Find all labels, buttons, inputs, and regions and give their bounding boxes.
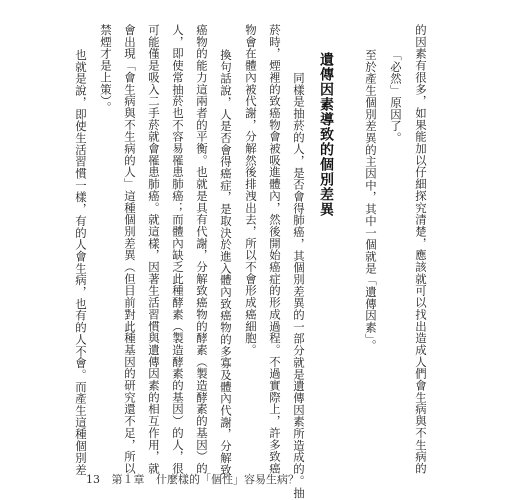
body-line-6: 物會在體內被代謝，分解然後排洩出去，所以不會形成癌細胞。 [244, 24, 258, 356]
body-line-4: 同樣是抽菸的人，是否會得肺癌，其個別差異的一部分就是遺傳因素所造成的。抽 [292, 72, 306, 499]
body-line-7: 換句話說，人是否會得癌症，是取決於進入體內致癌物的多寡及體內代謝，分解致 [219, 49, 233, 476]
body-line-8: 癌物的能力這兩者的平衡。也就是具有代謝，分解致癌物的酵素（製造酵素的基因）的 [195, 24, 209, 475]
body-line-5: 菸時，煙裡的致癌物會被吸進體內，然後開始癌症的形成過程。不過實際上，許多致癌 [268, 24, 282, 475]
section-heading: 遺傳因素導致的個別差異 [318, 52, 334, 217]
body-line-1: 的因素有很多，如果能加以仔細探究清楚，應該就可以找出造成人們會生病與不生病的 [414, 24, 428, 475]
body-line-11: 會出現「會生病與不生病的人」這種個別差異（但目前對此種基因的研究還不足，所以 [123, 24, 137, 475]
body-line-12: 禁煙才是上策）。 [99, 24, 113, 114]
body-line-9: 人，即使常抽菸也不容易罹患肺癌；而體內缺乏此種酵素（製造酵素的基因）的人，很 [171, 24, 185, 475]
chapter-label: 第１章 [111, 473, 145, 486]
body-line-3: 至於產生個別差異的主因中，其中一個就是「遺傳因素」。 [364, 49, 378, 352]
page-number: 13 [86, 473, 100, 486]
body-line-13: 也就是說，即使生活習慣一樣，有的人會生病，也有的人不會。而產生這種個別差 [74, 49, 88, 476]
page-footer [86, 471, 307, 487]
chapter-title: 什麼樣的「個性」容易生病？ [156, 473, 299, 486]
body-line-10: 可能僅是吸入二手菸就會罹患肺癌。就這樣，因著生活習慣與遺傳因素的相互作用，就 [147, 24, 161, 475]
body-line-2: 「必然」原因了。 [389, 49, 403, 144]
